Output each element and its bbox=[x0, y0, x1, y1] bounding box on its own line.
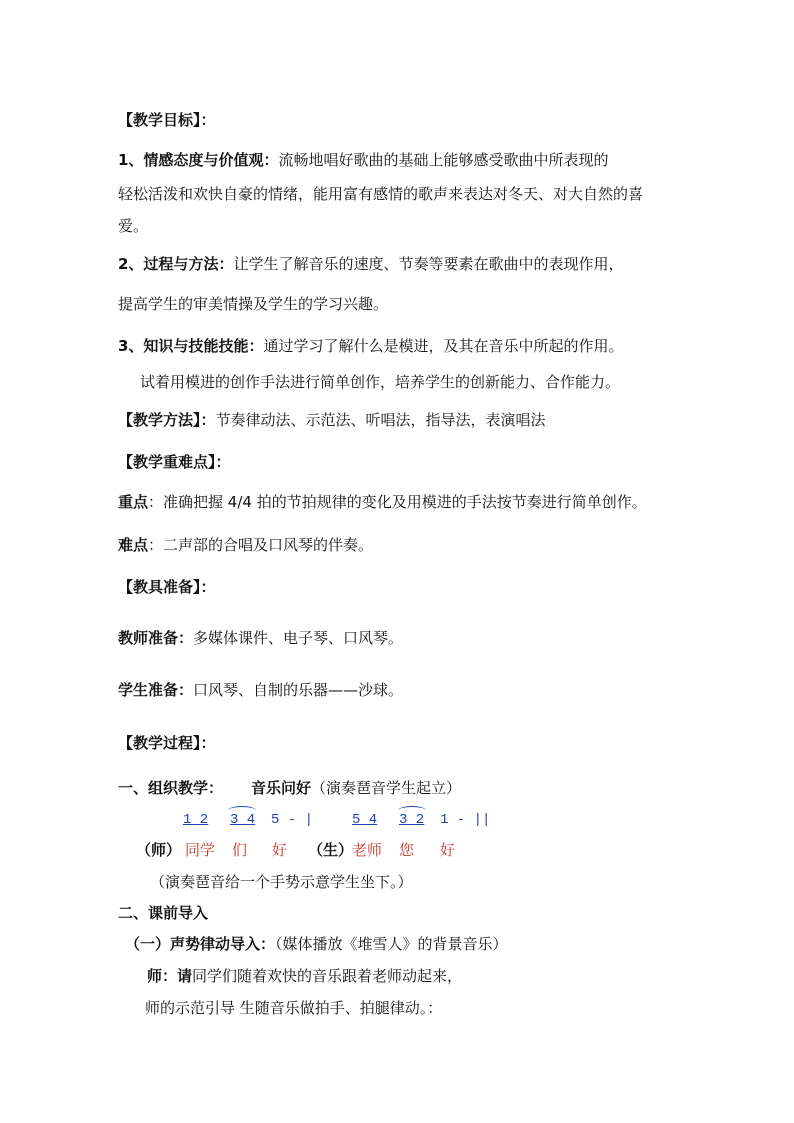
objective-3-text: 通过学习了解什么是模进，及其在音乐中所起的作用。 bbox=[263, 337, 624, 355]
objective-3 bbox=[118, 336, 623, 356]
lyric-word: 们 bbox=[232, 841, 248, 859]
teacher-line-text: 同学们随着欢快的音乐跟着老师动起来， bbox=[192, 967, 463, 985]
objective-2-label: 2、过程与方法： bbox=[118, 255, 234, 273]
teacher-prep-text: 多媒体课件、电子琴、口风琴。 bbox=[193, 629, 404, 647]
difficult-point-label: 难点 bbox=[118, 536, 149, 554]
methods-text: 节奏律动法、示范法、听唱法，指导法，表演唱法 bbox=[215, 411, 546, 429]
objectives-heading: 【教学目标】： bbox=[118, 111, 216, 129]
subsection-1 bbox=[125, 934, 508, 954]
lyric-word: 您 bbox=[399, 841, 415, 859]
teacher-line bbox=[147, 966, 462, 986]
lyric-word: 好 bbox=[272, 841, 288, 859]
notation-b1: 5 4 bbox=[352, 812, 378, 828]
objective-3-label: 3、知识与技能技能： bbox=[118, 337, 264, 355]
subsection-1-note: （媒体播放《堆雪人》的背景音乐） bbox=[275, 935, 508, 953]
section-1-note: （演奏琶音学生起立） bbox=[311, 779, 462, 797]
key-point-label: 重点 bbox=[118, 493, 149, 511]
last-line: 师的示范引导 生随音乐做拍手、拍腿律动。： bbox=[145, 999, 443, 1017]
student-prep-label: 学生准备： bbox=[118, 681, 194, 699]
key-point-text: ：准确把握 4/4 拍的节拍规律的变化及用模进的手法按节奏进行简单创作。 bbox=[148, 493, 647, 511]
teacher-tag: （师） bbox=[136, 841, 182, 859]
tools-heading: 【教具准备】： bbox=[118, 578, 216, 596]
sit-note: （演奏琶音给一个手势示意学生坐下。） bbox=[150, 873, 413, 891]
lyric-word: 同学 bbox=[185, 841, 216, 859]
student-tag: （生） bbox=[308, 841, 354, 859]
teacher-prep-label: 教师准备： bbox=[118, 629, 194, 647]
section-1 bbox=[118, 778, 461, 798]
notation-a3: 5 - | bbox=[271, 812, 314, 828]
objective-1-text: 流畅地唱好歌曲的基础上能够感受歌曲中所表现的 bbox=[278, 151, 609, 169]
methods bbox=[118, 410, 546, 430]
section-1-title: 音乐问好 bbox=[251, 779, 312, 797]
lyric-word: 老师 bbox=[352, 841, 383, 859]
notation-b2: 3 2 bbox=[399, 812, 425, 828]
objective-1-label: 1、情感态度与价值观： bbox=[118, 151, 279, 169]
teacher-line-label: 师：请 bbox=[147, 967, 193, 985]
process-heading: 【教学过程】： bbox=[118, 734, 216, 752]
objective-1-line2: 轻松活泼和欢快自豪的情绪，能用富有感情的歌声来表达对冬天、对大自然的喜 bbox=[118, 185, 644, 203]
notation-b3: 1 - || bbox=[440, 812, 491, 828]
student-prep-text: 口风琴、自制的乐器——沙球。 bbox=[193, 681, 404, 699]
objective-3-line2: 试着用模进的创作手法进行简单创作，培养学生的创新能力、合作能力。 bbox=[140, 373, 621, 391]
teacher-prep bbox=[118, 628, 403, 648]
difficult-point bbox=[118, 535, 373, 555]
lyric-word: 好 bbox=[440, 841, 456, 859]
key-points-heading: 【教学重难点】： bbox=[118, 453, 231, 471]
section-1-label: 一、组织教学： bbox=[118, 779, 224, 797]
objective-2-text: 让学生了解音乐的速度、节奏等要素在歌曲中的表现作用， bbox=[233, 255, 624, 273]
key-point bbox=[118, 492, 647, 512]
notation-a1: 1 2 bbox=[183, 812, 209, 828]
methods-heading: 【教学方法】： bbox=[118, 411, 216, 429]
student-prep bbox=[118, 680, 403, 700]
objective-2-line2: 提高学生的审美情操及学生的学习兴趣。 bbox=[118, 295, 389, 313]
subsection-1-label: （一）声势律动导入： bbox=[125, 935, 276, 953]
objective-1-line3: 爱。 bbox=[118, 217, 149, 235]
objective-2 bbox=[118, 254, 623, 274]
notation-a2: 3 4 bbox=[230, 812, 256, 828]
objective-1 bbox=[118, 150, 608, 170]
section-2-label: 二、课前导入 bbox=[118, 904, 209, 922]
difficult-point-text: ：二声部的合唱及口风琴的伴奏。 bbox=[148, 536, 374, 554]
